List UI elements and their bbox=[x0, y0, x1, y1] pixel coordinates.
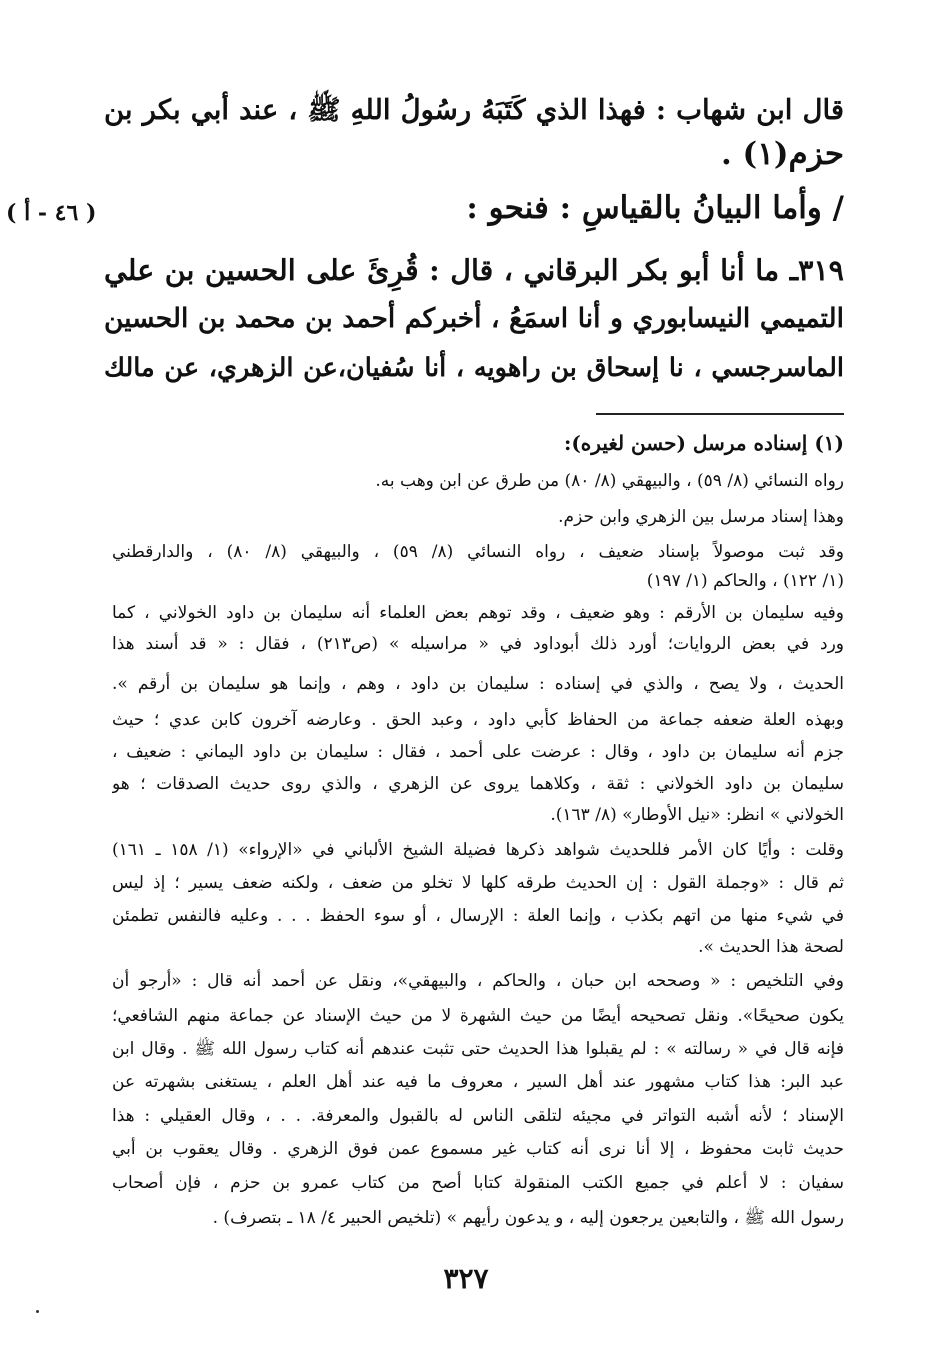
footnote-line: رواه النسائي (٨/ ٥٩) ، والبيهقي (٨/ ٨٠) من طرق عن ابن وهب به. bbox=[375, 471, 844, 491]
footnote-line: وفي التلخيص : « وصححه ابن حبان ، والحاكم ، والبيهقي»، ونقل عن أحمد أنه قال : «أرجو أن bbox=[112, 971, 844, 991]
hadith-line-1: ٣١٩ـ ما أنا أبو بكر البرقاني ، قال : قُرِئَ على الحسين بن علي bbox=[104, 253, 844, 287]
footnote-line: الحديث ، ولا يصح ، والذي في إسناده : سليمان بن داود ، وهم ، وإنما هو سليمان بن أرقم ». bbox=[112, 674, 844, 694]
footnote-line: عبد البر: هذا كتاب مشهور عند أهل السير ، معروف ما فيه عند أهل العلم ، يستغنى بشهرته عن bbox=[112, 1072, 844, 1092]
footnote-line: فإنه قال في « رسالته » : لم يقبلوا هذا الحديث حتى تثبت عندهم أنه كتاب رسول الله ﷺ . وقال ابن bbox=[112, 1039, 844, 1059]
hadith-line-3: الماسرجسي ، نا إسحاق بن راهويه ، أنا سُفيان،عن الزهري، عن مالك bbox=[104, 353, 844, 383]
footnote-line: سفيان : لا أعلم في جميع الكتب المنقولة كتابا أصح من كتاب عمرو بن حزم ، فإن أصحاب bbox=[112, 1173, 844, 1193]
footnote-line: سليمان بن داود الخولاني : ثقة ، وكلاهما يروى عن الزهري ، والذي روى حديث الصدقات ؛ هو bbox=[112, 774, 844, 794]
hadith-line-2: التميمي النيسابوري و أنا اسمَعُ ، أخبركم أحمد بن محمد بن الحسين bbox=[104, 303, 844, 334]
folio-reference: ( ٤٦ - أ ) bbox=[6, 200, 97, 226]
footnote-title: (١) إسناده مرسل (حسن لغيره): bbox=[563, 431, 844, 455]
footnote-line: (١/ ١٢٢) ، والحاكم (١/ ١٩٧) bbox=[646, 571, 844, 591]
body-line-1: قال ابن شهاب : فهذا الذي كَتَبَهُ رسُولُ اللهِ ﷺ ، عند أبي بكر بن bbox=[104, 94, 844, 126]
footnote-line: الإسناد ؛ لأنه أشبه التواتر في مجيئه لتلقى الناس له بالقبول والمعرفة. . . ، وقال العقيلي : هذا bbox=[112, 1106, 844, 1126]
footnote-line: في شيء منها من اتهم بكذب ، وإنما العلة : الإرسال ، أو سوء الحفظ . . . وعليه فالنفس تطمئن bbox=[112, 906, 844, 926]
footnote-line: رسول الله ﷺ ، والتابعين يرجعون إليه ، و يدعون رأيهم » (تلخيص الحبير ٤/ ١٨ ـ بتصرف) . bbox=[212, 1208, 844, 1228]
footnote-line: جزم أنه سليمان بن داود ، وقال : عرضت على أحمد ، فقال : سليمان بن داود اليماني : ضعيف ، bbox=[112, 742, 844, 762]
footnote-line: ورد في بعض الروايات؛ أورد ذلك أبوداود في « مراسيله » (ص٢١٣) ، فقال : « قد أسند هذا bbox=[112, 634, 844, 654]
footnote-line: وقلت : وأيًا كان الأمر فللحديث شواهد ذكرها فضيلة الشيخ الألباني في «الإرواء» (١/ ١٥٨ ـ ١٦١) bbox=[112, 840, 844, 860]
section-heading: / وأما البيانُ بالقياسِ : فنحو : bbox=[466, 190, 844, 226]
footnote-line: حديث ثابت محفوظ ، إلا أنا نرى أنه كتاب غير مسموع عمن فوق الزهري . وقال يعقوب بن أبي bbox=[112, 1139, 844, 1159]
footnote-separator bbox=[596, 413, 844, 415]
footnote-line: وفيه سليمان بن الأرقم : وهو ضعيف ، وقد توهم بعض العلماء أنه سليمان بن داود الخولاني ، كما bbox=[112, 603, 844, 623]
scan-speck bbox=[36, 1310, 39, 1313]
page-number: ٣٢٧ bbox=[443, 1262, 489, 1295]
footnote-line: وهذا إسناد مرسل بين الزهري وابن حزم. bbox=[558, 507, 844, 527]
footnote-line: وقد ثبت موصولاً بإسناد ضعيف ، رواه النسائي (٨/ ٥٩) ، والبيهقي (٨/ ٨٠) ، والدارقطني bbox=[112, 542, 844, 562]
footnote-line: ثم قال : «وجملة القول : إن الحديث طرقه كلها لا تخلو من ضعف ، ولكنه ضعف يسير ؛ إذ ليس bbox=[112, 873, 844, 893]
body-line-2: حزم(١) . bbox=[720, 136, 844, 172]
footnote-line: الخولاني » انظر: «نيل الأوطار» (٨/ ١٦٣). bbox=[550, 805, 844, 825]
footnote-line: لصحة هذا الحديث ». bbox=[698, 937, 844, 957]
footnote-line: يكون صحيحًا». ونقل تصحيحه أيضًا من حيث الشهرة لا من حيث الإسناد عن جماعة منهم الشافعي؛ bbox=[112, 1006, 844, 1026]
footnote-line: وبهذه العلة ضعفه جماعة من الحفاظ كأبي داود ، وعبد الحق . وعارضه آخرون كابن عدي ؛ حيث bbox=[112, 710, 844, 730]
